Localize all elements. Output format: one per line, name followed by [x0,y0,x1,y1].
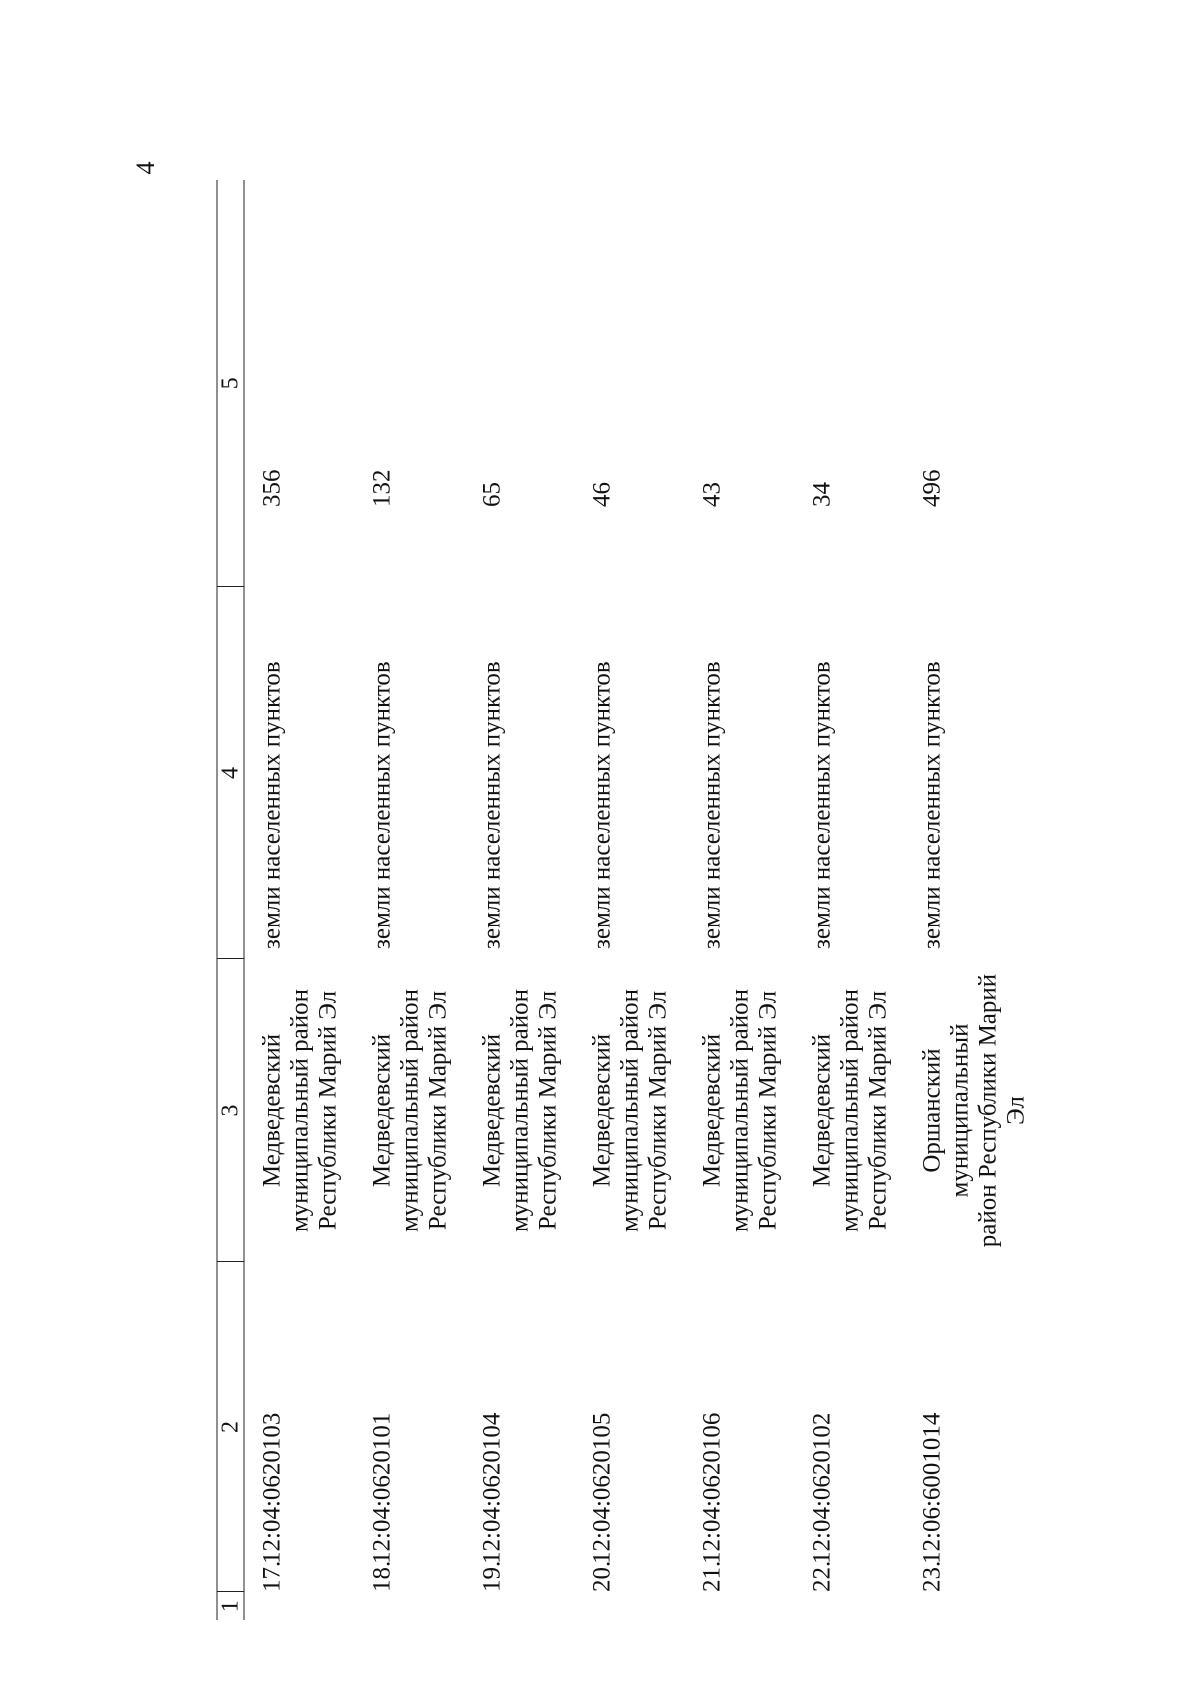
land-plots-table [217,180,1031,1620]
municipality [469,959,579,1262]
municipality-line: Медведевский [258,1033,286,1188]
table-row [909,180,1031,1620]
municipality [689,959,799,1262]
page-number: 4 [131,161,160,175]
municipality-line: Медведевский [808,1033,836,1188]
cadastral-number: 12:04:0620105 [588,1412,616,1564]
municipality-line: Медведевский [698,1033,726,1188]
cadastral-number: 12:04:0620102 [808,1412,836,1564]
table-row [469,180,579,1620]
municipality-line: Медведевский [478,1033,506,1188]
row-number: 17. [258,1560,286,1592]
land-category: земли населенных пунктов [258,661,286,949]
municipality-line: Республики Марий Эл [534,990,562,1231]
area-value: 132 [368,469,396,507]
table-row [244,180,359,1620]
municipality-line: Медведевский [588,1033,616,1188]
cadastral-number: 12:06:6001014 [918,1412,946,1564]
municipality-line: муниципальный район [396,988,424,1233]
area-value: 43 [698,482,726,507]
municipality-line: Республики Марий Эл [314,990,342,1231]
municipality [244,959,359,1262]
municipality-line: Оршанский муниципальный [918,1023,974,1198]
area-value: 65 [478,482,506,507]
cadastral-number: 12:04:0620104 [478,1412,506,1564]
row-number: 18. [368,1560,396,1592]
area-value: 34 [808,482,836,507]
column-header-5: 5 [217,180,244,587]
column-header-1: 1 [217,1592,244,1620]
municipality-line: Медведевский [368,1033,396,1188]
column-header-3: 3 [217,959,244,1262]
area-value: 46 [588,482,616,507]
row-number: 22. [808,1560,836,1592]
municipality-line: Республики Марий Эл [424,990,452,1231]
table-row [579,180,689,1620]
row-number: 23. [918,1560,946,1592]
area-value: 496 [918,469,946,507]
municipality-line: муниципальный район [286,988,314,1233]
area-value: 356 [258,469,286,507]
table-row [689,180,799,1620]
municipality [909,959,1031,1262]
cadastral-number: 12:04:0620101 [368,1412,396,1564]
column-number-header-row [217,180,244,1620]
municipality-line: муниципальный район [506,988,534,1233]
municipality-line: Республики Марий Эл [754,990,782,1231]
table-row [359,180,469,1620]
column-header-2: 2 [217,1262,244,1592]
cadastral-number: 12:04:0620106 [698,1412,726,1564]
municipality [799,959,909,1262]
land-category: земли населенных пунктов [478,661,506,949]
rotated-table-sheet [217,180,1030,1620]
row-number: 20. [588,1560,616,1592]
land-category: земли населенных пунктов [698,661,726,949]
municipality-line: Республики Марий Эл [644,990,672,1231]
land-category: земли населенных пунктов [808,661,836,949]
municipality [579,959,689,1262]
cadastral-number: 12:04:0620103 [258,1412,286,1564]
land-category: земли населенных пунктов [588,661,616,949]
table-row [799,180,909,1620]
municipality-line: муниципальный район [836,988,864,1233]
land-category: земли населенных пунктов [918,661,946,949]
municipality-line: район Республики Марий Эл [974,973,1030,1248]
municipality [359,959,469,1262]
land-category: земли населенных пунктов [368,661,396,949]
row-number: 19. [478,1560,506,1592]
municipality-line: муниципальный район [726,988,754,1233]
column-header-4: 4 [217,587,244,959]
municipality-line: муниципальный район [616,988,644,1233]
row-number: 21. [698,1560,726,1592]
municipality-line: Республики Марий Эл [864,990,892,1231]
